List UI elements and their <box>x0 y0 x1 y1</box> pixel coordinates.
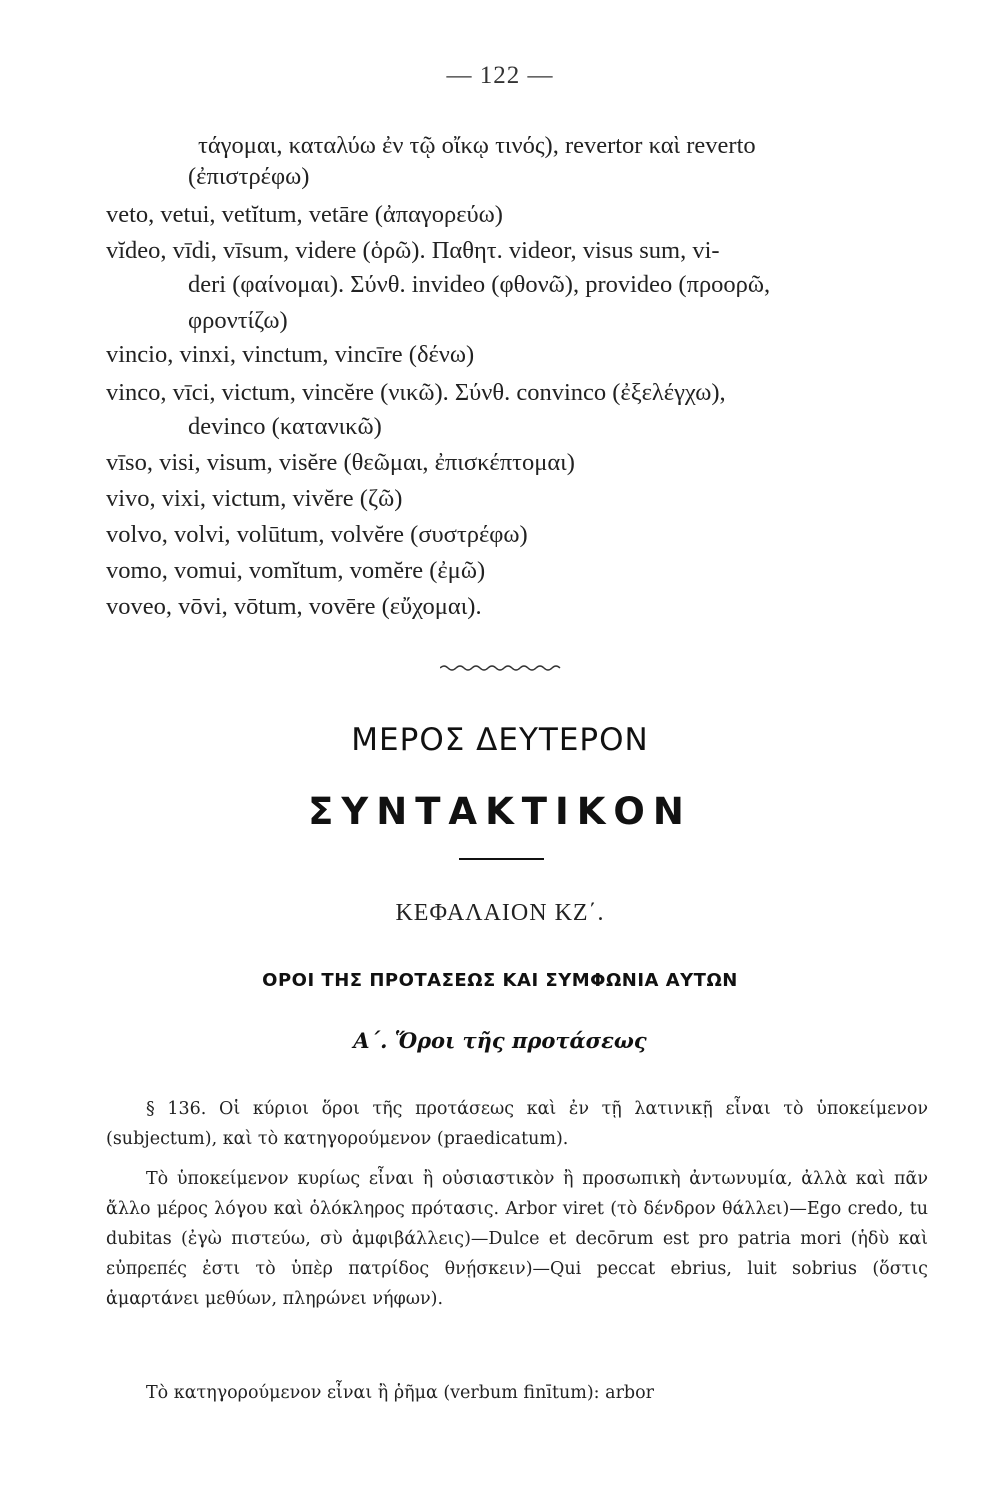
part-subtitle: ΣΥΝΤΑΚΤΙΚΟΝ <box>308 790 692 833</box>
paragraph-predicate: Τὸ κατηγορούμενον εἶναι ἢ ῥῆμα (verbum finītum): arbor <box>146 1383 655 1403</box>
paragraph-subject: Τὸ ὑποκείμενον κυρίως εἶναι ἢ οὐσιαστικὸν ἢ προσωπικὴ ἀντωνυμία, ἀλλὰ καὶ πᾶν ἄλλο μέρος λόγου καὶ ὁλόκληρος πρότασις. Arbor viret (τὸ δένδρον θάλλει)—Ego credo, tu dubitas (ἐγὼ πιστεύω, σὺ ἀμφιβάλλεις)—Dulce et decōrum est pro patria mori (ἡδὺ καὶ εὐπρεπές ἐστι τὸ ὑπὲρ πατρίδος θνῄσκειν)—Qui peccat ebrius, luit sobrius (ὅστις ἁμαρτάνει μεθύων, πληρώνει νήφων). <box>106 1169 928 1309</box>
vocab-line: vivo, vixi, victum, vivĕre (ζῶ) <box>106 485 403 512</box>
vocab-line: φροντίζω) <box>188 307 288 334</box>
vocab-line: (ἐπιστρέφω) <box>188 163 310 190</box>
paragraph-136: § 136. Οἱ κύριοι ὅροι τῆς προτάσεως καὶ ἐν τῇ λατινικῇ εἶναι τὸ ὑποκείμενον (subjectum), καὶ τὸ κατηγορούμενον (praedicatum). <box>106 1099 928 1149</box>
vocab-line: vīso, visi, visum, visĕre (θεῶμαι, ἐπισκέπτομαι) <box>106 449 575 476</box>
vocab-line: devinco (κατανικῶ) <box>188 413 382 440</box>
subsection-title: Α΄. Ὅροι τῆς προτάσεως <box>353 1028 647 1053</box>
vocab-line: voveo, vōvi, vōtum, vovēre (εὔχομαι). <box>106 593 482 620</box>
section-title: ΟΡΟΙ ΤΗΣ ΠΡΟΤΑΣΕΩΣ ΚΑΙ ΣΥΜΦΩΝΙΑ ΑΥΤΩΝ <box>262 970 738 991</box>
vocab-line: volvo, volvi, volūtum, volvĕre (συστρέφω) <box>106 521 528 548</box>
vocab-line: vĭdeo, vīdi, vīsum, videre (ὁρῶ). Παθητ. videor, visus sum, vi- <box>106 237 720 264</box>
vocab-line: veto, vetui, vetĭtum, vetāre (ἀπαγορεύω) <box>106 201 503 228</box>
part-title: ΜΕΡΟΣ ΔΕΥΤΕΡΟΝ <box>351 722 649 758</box>
title-rule <box>459 858 544 860</box>
vocab-line: vincio, vinxi, vinctum, vincīre (δένω) <box>106 341 475 368</box>
vocab-line: vomo, vomui, vomĭtum, vomĕre (ἐμῶ) <box>106 557 486 584</box>
page-number: — 122 — <box>446 62 554 89</box>
vocab-line: vinco, vīci, victum, vincĕre (νικῶ). Σύνθ. convinco (ἐξελέγχω), <box>106 379 726 406</box>
vocab-line: deri (φαίνομαι). Σύνθ. invideo (φθονῶ), provideo (προορῶ, <box>188 271 771 298</box>
vocab-line: τάγομαι, καταλύω ἐν τῷ οἴκῳ τινός), revertor καὶ reverto <box>198 132 756 159</box>
wave-ornament <box>440 662 565 676</box>
chapter-heading: ΚΕΦΑΛΑΙΟΝ ΚΖ΄. <box>395 900 605 926</box>
